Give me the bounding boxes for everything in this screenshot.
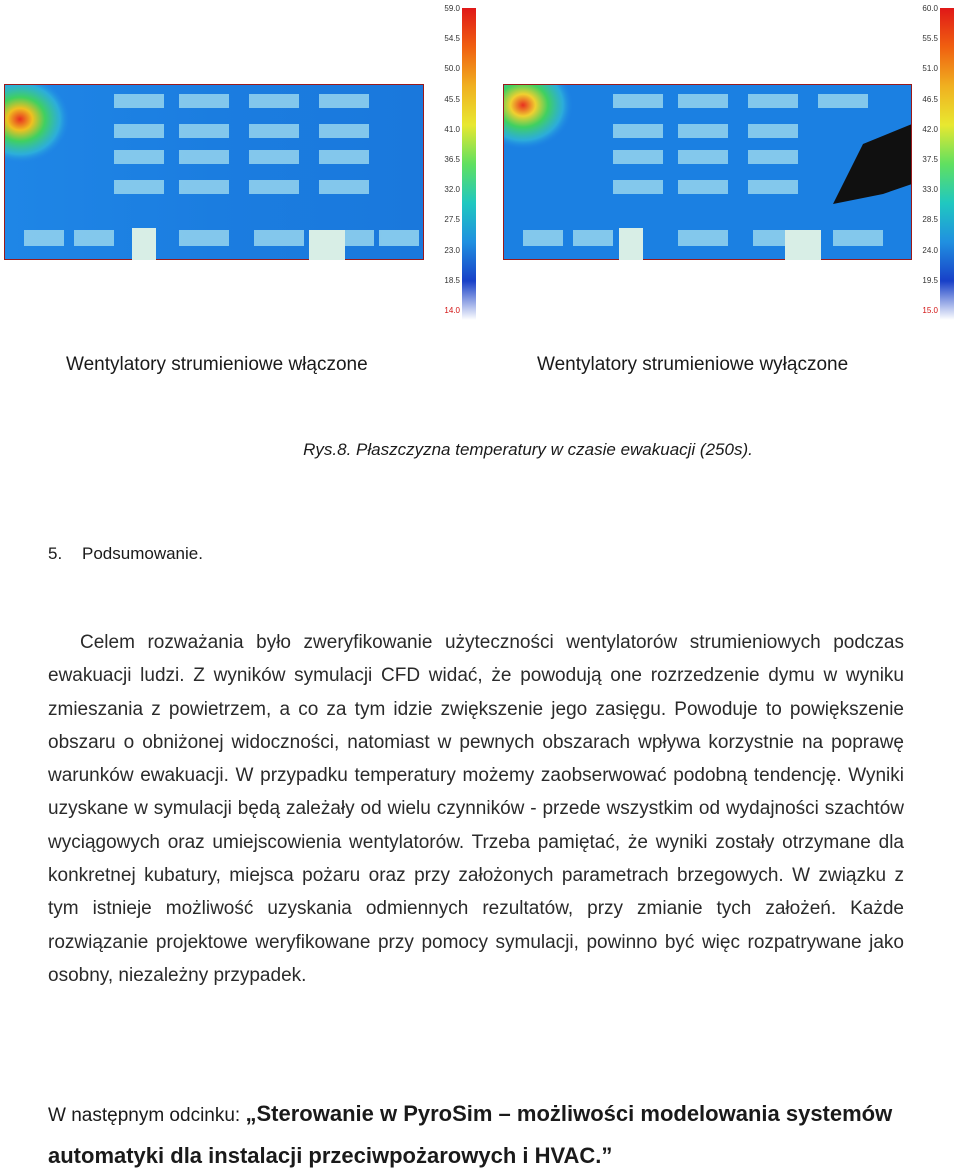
color-scale-left-tick: 54.5 — [444, 34, 460, 44]
color-scale-right-tick: 60.0 — [922, 4, 938, 13]
color-scale-left-tick: 59.0 — [444, 4, 460, 13]
next-episode-title: „Sterowanie w PyroSim – możliwości modelowania systemów automatyki dla instalacji przeciwpożarowych i HVAC.” — [48, 1101, 893, 1168]
color-scale-right-tick: 51.0 — [922, 64, 938, 74]
color-scale-right-tick: 28.5 — [922, 215, 938, 225]
color-scale-left-tick: 27.5 — [444, 215, 460, 225]
color-scale-left-tick: 18.5 — [444, 275, 460, 285]
color-scale-left-tick: 23.0 — [444, 245, 460, 255]
section-number: 5. — [48, 544, 63, 563]
color-scale-right-tick: 37.5 — [922, 155, 938, 164]
color-scale-left-tick: 14.0 — [444, 306, 460, 315]
section-title: Podsumowanie. — [82, 544, 203, 563]
color-scale-right-tick: 55.5 — [922, 34, 938, 44]
color-scale-left-tick: 36.5 — [444, 155, 460, 164]
next-episode-lead: W następnym odcinku: — [48, 1105, 246, 1126]
color-scale-right-tick: 46.5 — [922, 94, 938, 104]
next-episode — [48, 1094, 908, 1176]
color-scale-right-tick: 42.0 — [922, 124, 938, 134]
color-scale-left-tick: 50.0 — [444, 64, 460, 74]
simulation-right — [503, 84, 912, 260]
temperature-field-left — [4, 84, 424, 260]
color-scale-right — [922, 4, 954, 320]
figure-caption: Rys.8. Płaszczyzna temperatury w czasie ewakuacji (250s). — [303, 440, 753, 459]
color-scale-right-tick: 24.0 — [922, 245, 938, 255]
color-scale-left — [444, 4, 476, 320]
color-scale-right-tick: 19.5 — [922, 275, 938, 285]
simulation-left — [4, 84, 424, 260]
color-scale-right-bar — [940, 8, 954, 320]
color-scale-left-bar — [462, 8, 476, 320]
color-scale-left-tick: 41.0 — [444, 124, 460, 134]
summary-paragraph: Celem rozważania było zweryfikowanie użyteczności wentylatorów strumieniowych podczas ewakuacji ludzi. Z wyników symulacji CFD widać, że powodują one rozrzedzenie dymu w wyniku zmieszania z powietrzem, a co za tym idzie zwiększenie jego zasięgu. Powoduje to powiększenie obszaru o obniżonej widoczności, natomiast w pewnych obszarach wpływa korzystnie na poprawę warunków ewakuacji. W przypadku temperatury możemy zaobserwować podobną tendencję. Wyniki uzyskane w symulacji będą zależały od wielu czynników - przede wszystkim od wydajności szachtów wyciągowych oraz umiejscowienia wentylatorów. Trzeba pamiętać, że wyniki zostały otrzymane dla konkretnej kubatury, miejsca pożaru oraz przy założonych parametrach brzegowych. W związku z tym istnieje możliwość uzyskania odmiennych rezultatów, przy zmianie tych założeń. Każde rozwiązanie projektowe weryfikowane przy pomocy symulacji, powinno być więc rozpatrywane jako osobny, niezależny przypadek. — [48, 632, 904, 986]
color-scale-left-tick: 45.5 — [444, 94, 460, 104]
color-scale-left-tick: 32.0 — [444, 185, 460, 195]
left-panel-label: Wentylatory strumieniowe włączone — [66, 354, 368, 375]
color-scale-right-tick: 33.0 — [922, 185, 938, 195]
color-scale-right-tick: 15.0 — [922, 306, 938, 315]
section-heading — [48, 544, 203, 564]
right-panel-label: Wentylatory strumieniowe wyłączone — [537, 354, 849, 375]
temperature-field-right — [503, 84, 912, 260]
